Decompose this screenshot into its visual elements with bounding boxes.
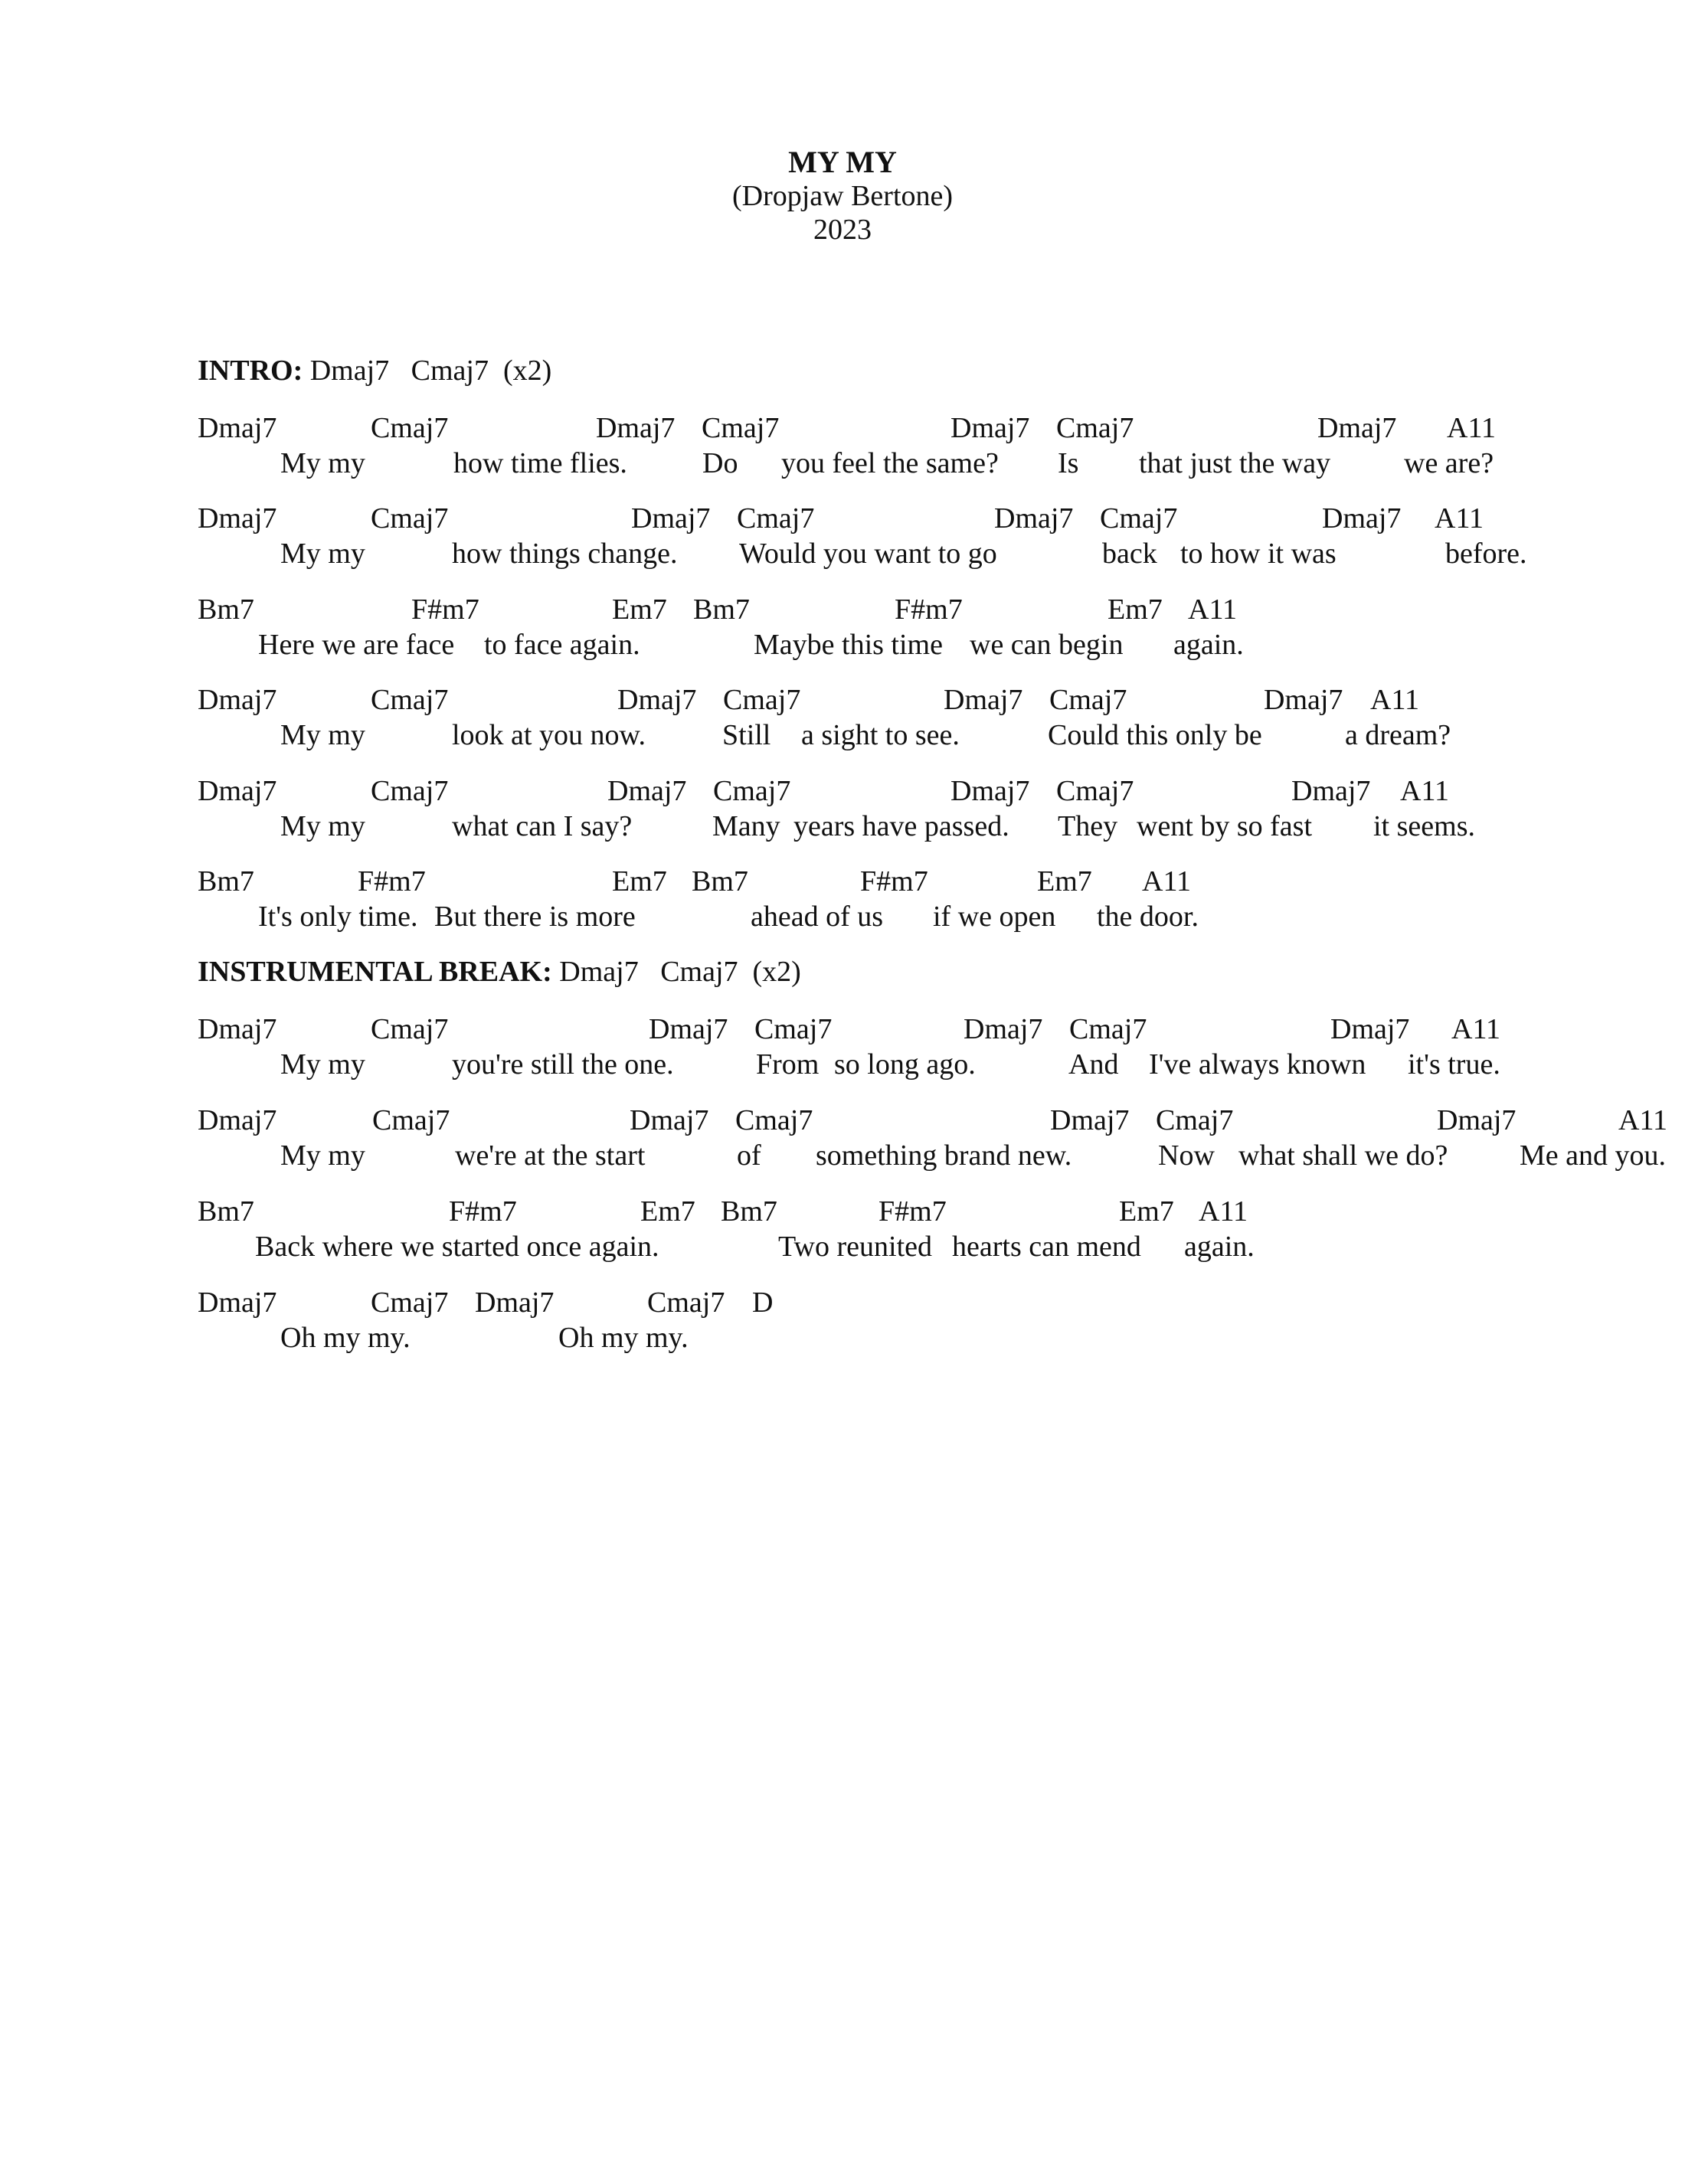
chord: Dmaj7 <box>944 684 1023 716</box>
chord: Bm7 <box>198 865 254 897</box>
lyric: Here we are face <box>258 629 455 661</box>
lyric: went by so fast <box>1137 810 1313 842</box>
chord: Cmaj7 <box>1056 412 1134 444</box>
lyric: so long ago. <box>834 1048 976 1081</box>
chord: Dmaj7 <box>964 1013 1043 1045</box>
lyric: Would you want to go <box>739 538 997 570</box>
lyric: My my <box>280 719 365 751</box>
chord: Em7 <box>1037 865 1092 897</box>
chord: Cmaj7 <box>737 502 815 535</box>
chord: Dmaj7 <box>649 1013 728 1045</box>
chord: A11 <box>1142 865 1192 897</box>
chord: Dmaj7 <box>198 502 277 535</box>
chord: Cmaj7 <box>1049 684 1127 716</box>
lyric: Me and you. <box>1520 1139 1667 1172</box>
chord: Dmaj7 <box>994 502 1074 535</box>
chord: Cmaj7 <box>372 1104 450 1136</box>
chord: Dmaj7 <box>950 775 1030 807</box>
instrumental-label: INSTRUMENTAL BREAK: <box>198 956 552 988</box>
lyric: Many <box>712 810 780 842</box>
instrumental-chords: Dmaj7 Cmaj7 (x2) <box>559 956 801 988</box>
lyric: They <box>1058 810 1118 842</box>
chord: F#m7 <box>878 1195 947 1228</box>
lyric: it's true. <box>1408 1048 1500 1081</box>
chord: Dmaj7 <box>1330 1013 1410 1045</box>
lyric: we are? <box>1404 447 1494 479</box>
chord: Cmaj7 <box>1069 1013 1147 1045</box>
lyric: you're still the one. <box>452 1048 674 1081</box>
lyric: it seems. <box>1373 810 1475 842</box>
chord: Dmaj7 <box>1264 684 1343 716</box>
chord: Cmaj7 <box>1056 775 1134 807</box>
lyric: what shall we do? <box>1238 1139 1448 1172</box>
lyric: Oh my my. <box>558 1322 689 1354</box>
chord: Em7 <box>640 1195 695 1228</box>
intro-chords: Dmaj7 Cmaj7 (x2) <box>309 355 552 387</box>
chord: Dmaj7 <box>1050 1104 1130 1136</box>
song-header <box>0 145 1685 247</box>
chord: Bm7 <box>693 593 750 626</box>
lyric: Do <box>702 447 738 479</box>
chord: Em7 <box>612 593 667 626</box>
chord: Dmaj7 <box>1437 1104 1516 1136</box>
chord: Dmaj7 <box>198 1287 277 1319</box>
chord: Bm7 <box>198 593 254 626</box>
lyric: again. <box>1173 629 1244 661</box>
instrumental-break-line <box>198 955 801 989</box>
chord: Dmaj7 <box>1291 775 1371 807</box>
lyric: Still <box>722 719 771 751</box>
lyric: My my <box>280 538 365 570</box>
chord: A11 <box>1435 502 1484 535</box>
chord: Cmaj7 <box>371 1013 449 1045</box>
lyric: It's only time. <box>258 901 418 933</box>
chord: Cmaj7 <box>702 412 780 444</box>
song-year: 2023 <box>813 214 872 246</box>
lyric: My my <box>280 447 365 479</box>
chord: A11 <box>1370 684 1420 716</box>
chord: Dmaj7 <box>630 1104 709 1136</box>
intro-line <box>198 354 551 387</box>
lyric: we can begin <box>970 629 1124 661</box>
lyric: to how it was <box>1180 538 1337 570</box>
intro-label: INTRO: <box>198 355 303 387</box>
lyric: again. <box>1184 1231 1255 1263</box>
chord: A11 <box>1400 775 1450 807</box>
lyric: if we open <box>933 901 1056 933</box>
chord: Dmaj7 <box>198 775 277 807</box>
lyric: a sight to see. <box>801 719 960 751</box>
chord: Bm7 <box>692 865 748 897</box>
lyric: something brand new. <box>816 1139 1072 1172</box>
lyric: how time flies. <box>453 447 627 479</box>
chord: F#m7 <box>358 865 426 897</box>
chord: Dmaj7 <box>950 412 1030 444</box>
song-artist: (Dropjaw Bertone) <box>731 180 954 212</box>
chord: A11 <box>1188 593 1238 626</box>
chord: Cmaj7 <box>371 1287 449 1319</box>
lyric: the door. <box>1097 901 1199 933</box>
chord: F#m7 <box>411 593 479 626</box>
chord: A11 <box>1451 1013 1501 1045</box>
chord: Em7 <box>612 865 667 897</box>
chord: Dmaj7 <box>617 684 697 716</box>
lyric: Back where we started once again. <box>255 1231 659 1263</box>
lyric: that just the way <box>1139 447 1331 479</box>
lyric: My my <box>280 1139 365 1172</box>
chord: Dmaj7 <box>475 1287 555 1319</box>
chord: Dmaj7 <box>198 1013 277 1045</box>
lyric: to face again. <box>484 629 640 661</box>
chord: Dmaj7 <box>198 1104 277 1136</box>
chord: Dmaj7 <box>596 412 676 444</box>
lyric: ahead of us <box>751 901 884 933</box>
lyric: Is <box>1058 447 1079 479</box>
chord: A11 <box>1618 1104 1668 1136</box>
lyric: how things change. <box>452 538 678 570</box>
lyric: hearts can mend <box>952 1231 1141 1263</box>
chord: Bm7 <box>198 1195 254 1228</box>
lyric: you feel the same? <box>781 447 999 479</box>
lyric: look at you now. <box>452 719 646 751</box>
lyric: of <box>737 1139 761 1172</box>
lyric: years have passed. <box>793 810 1009 842</box>
lyric: Two reunited <box>778 1231 933 1263</box>
chord: F#m7 <box>895 593 963 626</box>
chord: Cmaj7 <box>371 412 449 444</box>
lyric: From <box>756 1048 820 1081</box>
chord: Cmaj7 <box>735 1104 813 1136</box>
lyric: Now <box>1158 1139 1215 1172</box>
chord: F#m7 <box>449 1195 517 1228</box>
chord: A11 <box>1447 412 1497 444</box>
lyric: before. <box>1445 538 1527 570</box>
chord: Em7 <box>1108 593 1163 626</box>
chord: Cmaj7 <box>754 1013 833 1045</box>
lyric: I've always known <box>1149 1048 1366 1081</box>
lyric: My my <box>280 1048 365 1081</box>
chord: Cmaj7 <box>1156 1104 1234 1136</box>
chord: Cmaj7 <box>1100 502 1178 535</box>
chord: F#m7 <box>860 865 928 897</box>
chord: Cmaj7 <box>371 502 449 535</box>
lyric: Oh my my. <box>280 1322 411 1354</box>
chord: Em7 <box>1119 1195 1174 1228</box>
chord: Dmaj7 <box>607 775 687 807</box>
lyric: But there is more <box>434 901 636 933</box>
chord: Cmaj7 <box>647 1287 725 1319</box>
chord: Dmaj7 <box>198 684 277 716</box>
lyric: My my <box>280 810 365 842</box>
chord: A11 <box>1199 1195 1248 1228</box>
chord: Cmaj7 <box>723 684 801 716</box>
lyric: a dream? <box>1345 719 1451 751</box>
chord: Dmaj7 <box>631 502 711 535</box>
song-title: MY MY <box>788 145 897 179</box>
chord: Cmaj7 <box>371 684 449 716</box>
lyric: Could this only be <box>1048 719 1262 751</box>
chord: Dmaj7 <box>1322 502 1402 535</box>
lyric: we're at the start <box>455 1139 646 1172</box>
lyric: And <box>1068 1048 1119 1081</box>
chord: Dmaj7 <box>198 412 277 444</box>
chord: Bm7 <box>721 1195 777 1228</box>
chord: Cmaj7 <box>713 775 791 807</box>
lyric: what can I say? <box>452 810 633 842</box>
chord: D <box>752 1287 774 1319</box>
lyric: Maybe this time <box>754 629 943 661</box>
chord: Dmaj7 <box>1317 412 1397 444</box>
lyric: back <box>1102 538 1157 570</box>
chord: Cmaj7 <box>371 775 449 807</box>
